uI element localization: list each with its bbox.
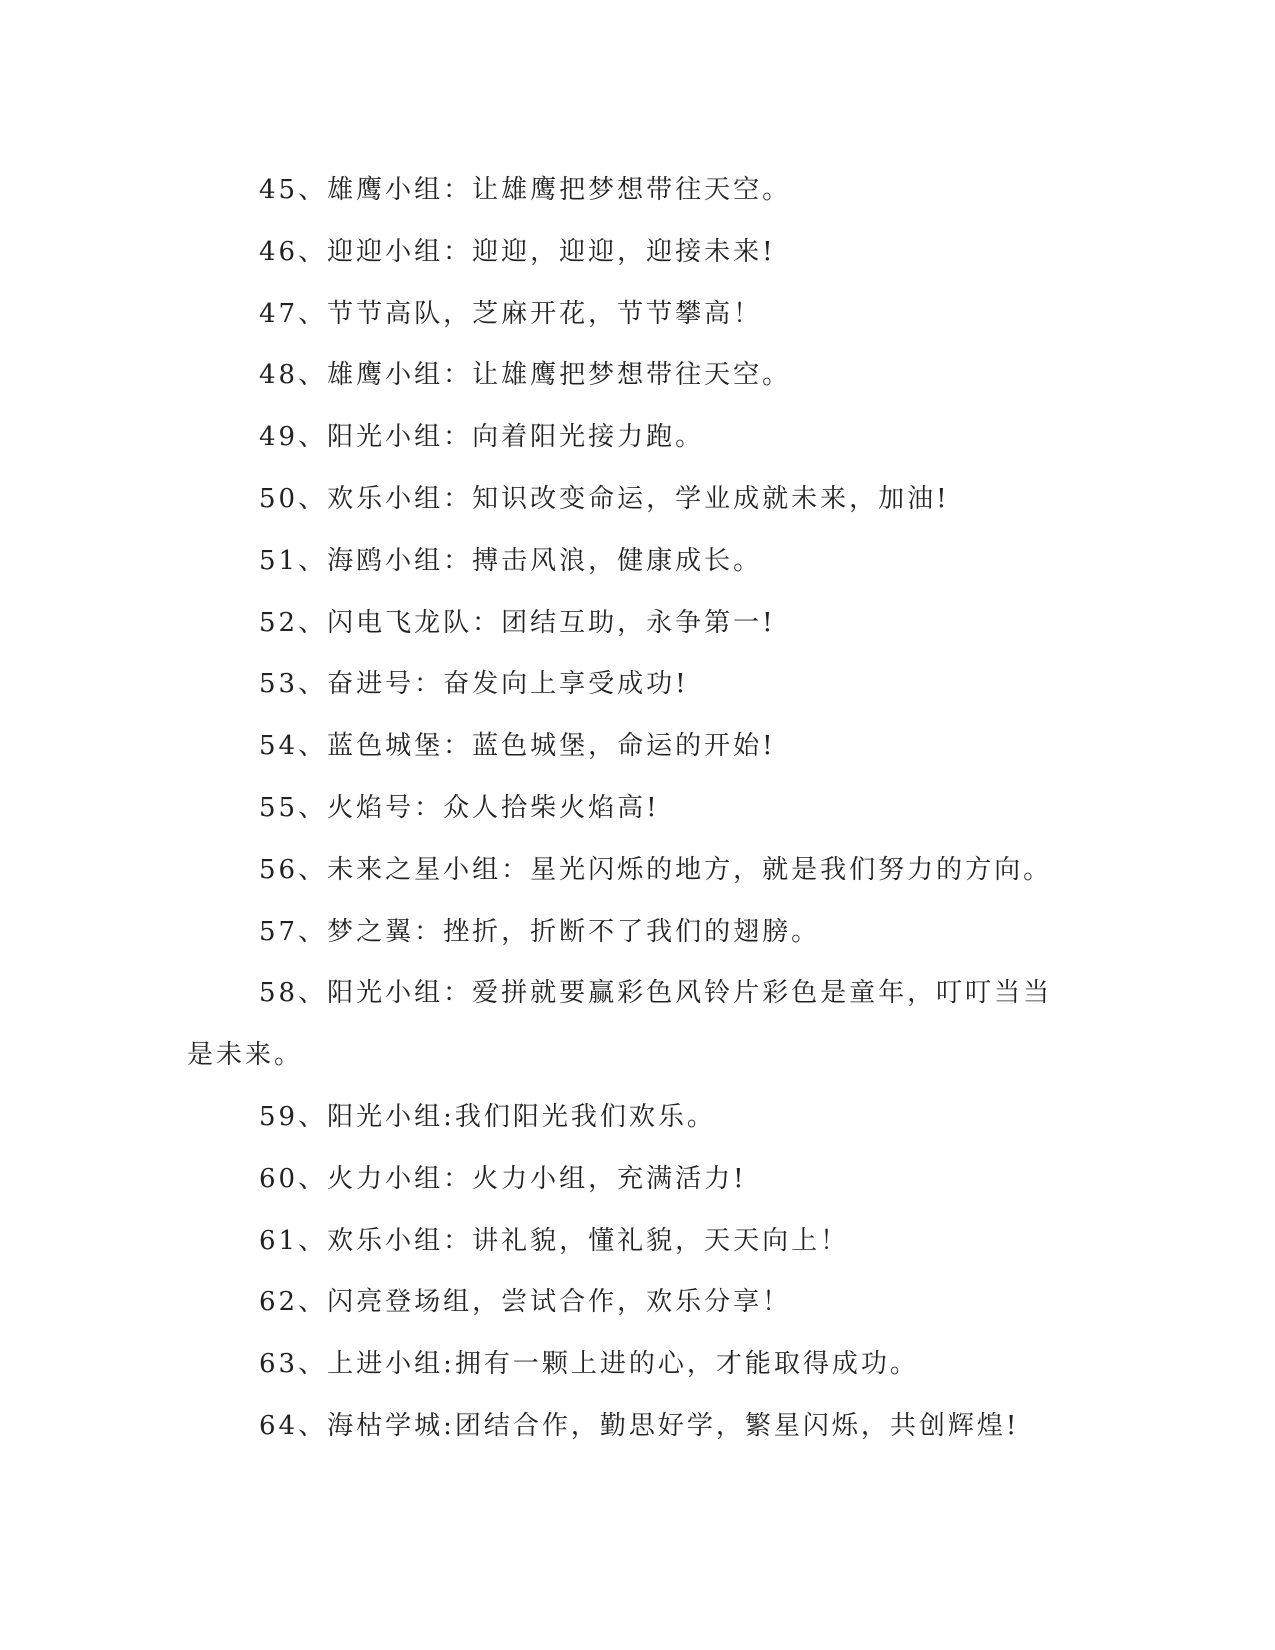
slogan-item-51: 51、海鸥小组：搏击风浪，健康成长。 [259, 545, 763, 576]
slogan-item-61: 61、欢乐小组：讲礼貌，懂礼貌，天天向上！ [259, 1225, 850, 1256]
slogan-item-50: 50、欢乐小组：知识改变命运，学业成就未来，加油! [259, 483, 950, 514]
slogan-item-58: 58、阳光小组：爱拼就要赢彩色风铃片彩色是童年，叮叮当当是未来。 [187, 978, 1053, 1071]
slogan-item-64: 64、海枯学城:团结合作，勤思好学，繁星闪烁，共创辉煌! [259, 1410, 1020, 1441]
slogan-item-53: 53、奋进号：奋发向上享受成功! [259, 669, 689, 700]
slogan-item-63: 63、上进小组:拥有一颗上进的心，才能取得成功。 [259, 1349, 919, 1380]
slogan-item-47: 47、节节高队，芝麻开花，节节攀高！ [259, 298, 763, 329]
slogan-item-48: 48、雄鹰小组：让雄鹰把梦想带往天空。 [259, 360, 792, 391]
slogan-item-46: 46、迎迎小组：迎迎，迎迎，迎接未来! [259, 236, 776, 267]
slogan-list [187, 160, 1067, 1458]
slogan-item-60: 60、火力小组：火力小组，充满活力! [259, 1163, 747, 1194]
slogan-item-62: 62、闪亮登场组，尝试合作，欢乐分享！ [259, 1287, 792, 1318]
slogan-item-45: 45、雄鹰小组：让雄鹰把梦想带往天空。 [259, 175, 792, 205]
slogan-item-55: 55、火焰号：众人拾柴火焰高! [259, 792, 660, 823]
slogan-item-59: 59、阳光小组:我们阳光我们欢乐。 [259, 1101, 716, 1132]
slogan-item-57: 57、梦之翼：挫折，折断不了我们的翅膀。 [259, 916, 821, 947]
slogan-item-49: 49、阳光小组：向着阳光接力跑。 [259, 422, 705, 453]
slogan-item-56: 56、未来之星小组：星光闪烁的地方，就是我们努力的方向。 [259, 854, 1053, 885]
slogan-item-54: 54、蓝色城堡：蓝色城堡，命运的开始! [259, 731, 776, 762]
slogan-item-52: 52、闪电飞龙队：团结互助，永争第一! [259, 607, 776, 638]
